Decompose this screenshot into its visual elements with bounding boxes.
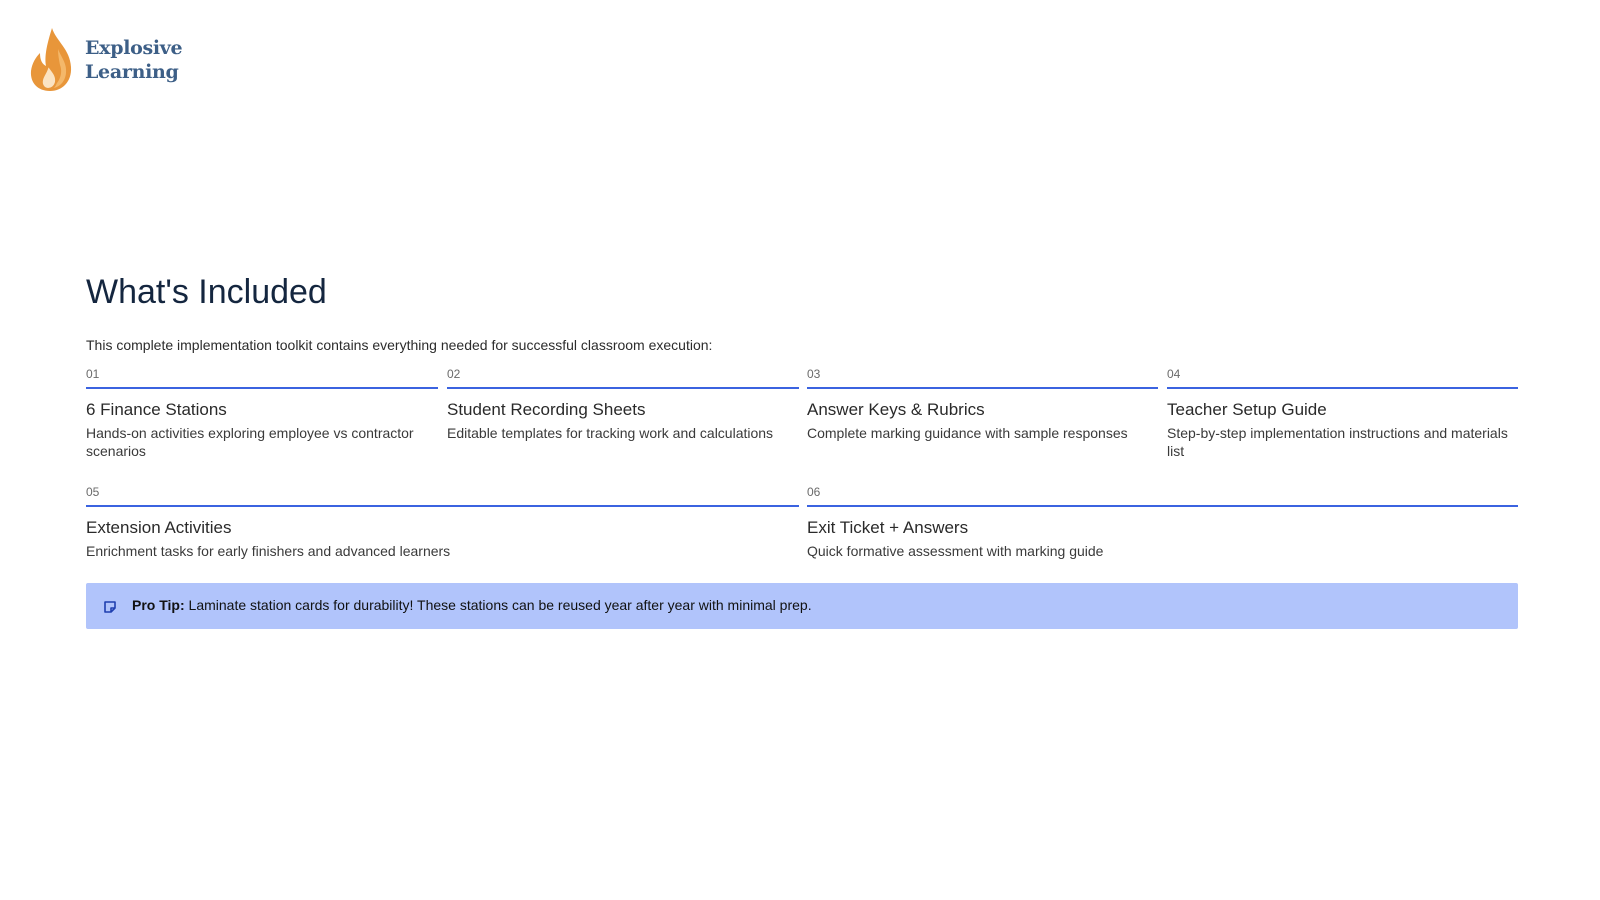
item-title: Extension Activities <box>86 518 232 537</box>
item-title: Exit Ticket + Answers <box>807 518 969 537</box>
sticky-note-icon <box>103 600 117 614</box>
item-title: Student Recording Sheets <box>447 400 646 419</box>
item-description: Quick formative assessment with marking guide <box>807 543 1104 559</box>
page-intro: This complete implementation toolkit contains everything needed for successful classroom execution: <box>86 337 713 353</box>
pro-tip-callout <box>86 583 1518 629</box>
included-item-1 <box>86 367 438 460</box>
item-divider <box>807 387 1158 389</box>
pro-tip-body: Laminate station cards for durability! These stations can be reused year after year with minimal prep. <box>188 597 812 613</box>
brand-logo <box>30 27 182 93</box>
item-description: Step-by-step implementation instructions and materials list <box>1167 425 1508 459</box>
brand-name-line2: Learning <box>85 61 179 83</box>
item-description: Enrichment tasks for early finishers and advanced learners <box>86 543 451 559</box>
item-description: Hands-on activities exploring employee vs contractor scenarios <box>86 425 414 459</box>
item-divider <box>86 387 438 389</box>
brand-name-line1: Explosive <box>85 37 183 59</box>
item-number: 06 <box>807 485 821 499</box>
item-number: 01 <box>86 367 100 381</box>
item-divider <box>1167 387 1518 389</box>
included-item-5 <box>86 485 799 560</box>
included-item-3 <box>807 367 1158 442</box>
item-description: Complete marking guidance with sample responses <box>807 425 1128 441</box>
item-divider <box>447 387 799 389</box>
brand-name <box>85 36 182 84</box>
item-title: 6 Finance Stations <box>86 400 227 419</box>
pro-tip-text <box>132 596 812 614</box>
item-number: 04 <box>1167 367 1181 381</box>
included-item-2 <box>447 367 799 442</box>
item-divider <box>86 505 799 507</box>
item-number: 02 <box>447 367 461 381</box>
item-title: Teacher Setup Guide <box>1167 400 1327 419</box>
item-number: 05 <box>86 485 100 499</box>
pro-tip-label: Pro Tip: <box>132 597 185 613</box>
flame-icon <box>30 27 72 93</box>
item-number: 03 <box>807 367 821 381</box>
item-title: Answer Keys & Rubrics <box>807 400 985 419</box>
item-description: Editable templates for tracking work and calculations <box>447 425 774 441</box>
included-item-6 <box>807 485 1518 560</box>
page-title: What's Included <box>86 273 327 311</box>
item-divider <box>807 505 1518 507</box>
included-item-4 <box>1167 367 1518 460</box>
